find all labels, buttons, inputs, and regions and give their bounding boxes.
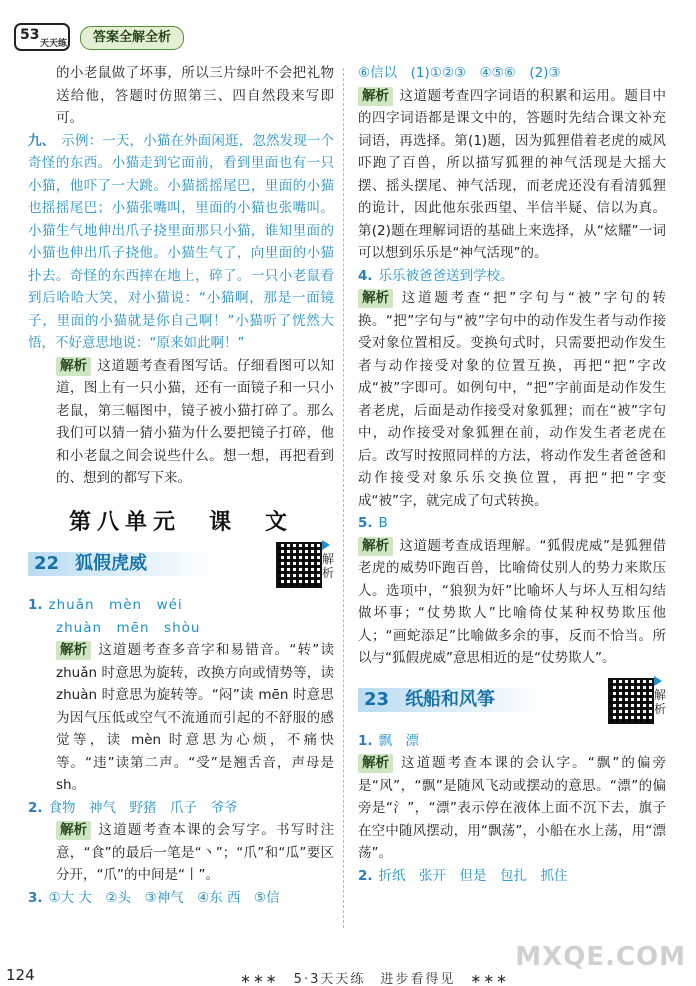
lesson-23-title [364,688,495,712]
answer-analysis-tag: 答案全解全析 [80,26,184,50]
lesson-23-number: 23 [364,688,390,710]
svg-text:天天练: 天天练 [40,39,68,49]
question-3-answer [28,887,334,910]
question-5-answer [358,512,666,535]
question-4-analysis [358,287,666,512]
question-9-answer-text: 示例：一天，小猫在外面闲逛，忽然发现一个奇怪的东西。小猫走到它面前，看到里面也有一只小猫，他吓了一大跳。小猫摇摇尾巴，里面的小猫也摇摇尾巴；小猫张嘴叫，里面的小猫也张嘴叫。小猫生气地伸出爪子挠里面那只小猫，谁知里面的小猫也伸出爪子挠他。小猫生气了，向里面的小猫扑去。奇怪的东西摔在地上，碎了。一只小老鼠看到后哈哈大笑，对小猫说：“小猫啊，那是一面镜子，里面的小猫就是你自己啊！”小猫听了恍然大悟，不好意思地说：“原来如此啊！” [28,132,335,351]
qr-analysis-label: 解析 [322,540,336,580]
lesson-23-name: 纸船和风筝 [405,688,496,710]
question-9-number: 九、 [28,132,56,149]
question-4-analysis-text: 这道题考查“把”字句与“被”字句的转换。“把”字句与“被”字句中的动作发生者与动作接受对象位置相反。变换句式时，只需要把动作发生者与动作接受对象的位置互换，再把“把”字改成“被”字即可。如例句中，“把”字前面是动作发生者老虎，后面是动作接受对象狐狸；而在“被”字句中，动作接受对象狐狸在前，动作发生者老虎在后。改写时按照同样的方法，将动作发生者爸爸和动作接受对象乐乐交换位置，再把“把”字变成“被”字，就完成了句式转换。 [358,290,666,509]
r-question-2-number: 2. [358,867,373,884]
question-3-answer-text: ①大 大 ②头 ③神气 ④东 西 ⑤信 [48,889,280,906]
analysis-tag: 解析 [358,537,393,556]
question-9-analysis-text: 这道题考查看图写话。仔细看图可以知道，图上有一只小猫，还有一面镜子和一只小老鼠，第三幅图中，镜子被小猫打碎了。那么我们可以猜一猜小猫为什么要把镜子打碎，他和小老鼠之间会说些什么。想一想，再把看到的、想到的都写下来。 [56,357,334,486]
svg-text:53: 53 [20,27,40,43]
question-3-answer-cont-text: ⑥信以 (1)①②③ ④⑤⑥ (2)③ [358,65,561,81]
analysis-tag: 解析 [358,754,393,773]
question-3-answer-continued [358,62,666,85]
r-question-1-number: 1. [358,732,373,749]
question-2-analysis [28,819,334,887]
question-2-answer [28,797,334,820]
question-9-answer [28,130,334,355]
r-question-1-analysis [358,752,666,865]
question-5-answer-text: B [378,515,388,531]
column-divider [343,68,344,928]
play-icon [322,540,330,550]
left-column [28,62,334,909]
page-header [14,22,214,52]
r-question-1-answer [358,730,666,753]
qr-analysis-label: 解析 [654,676,668,716]
r-question-1-analysis-text: 这道题考查本课的会认字。“飘”的偏旁是“风”，“飘”是随风飞动或摆动的意思。“漂”的偏旁是“氵”，“漂”表示停在液体上面不沉下去，旗子在空中随风摆动，用“飘荡”，小船在水上荡，用“漂荡”。 [358,755,666,861]
question-1-analysis-text: 这道题考查多音字和易错音。“转”读zhuǎn 时意思为旋转，改换方向或情势等，读zhuàn 时意思为旋转等。“闷”读 mēn 时意思为因气压低或空气不流通而引起的不舒服的感觉等，读 mèn 时意思为心烦，不痛快等。“违”读第二声。“受”是翘舌音，声母是 sh。 [56,642,334,793]
brand-logo-icon [14,22,70,52]
r-question-2-answer [358,865,666,888]
analysis-tag: 解析 [56,641,91,660]
unit-title: 第八单元 课 文 [68,509,293,535]
question-4-answer [358,265,666,288]
question-9-analysis [28,355,334,490]
question-2-answer-text: 食物 神气 野猪 爪子 爷爷 [48,799,238,816]
question-1-line-1: zhuǎn mèn wéi [48,597,183,613]
right-column [358,62,666,887]
question-3-analysis [358,85,666,265]
question-4-answer-text: 乐乐被爸爸送到学校。 [378,267,514,284]
r-question-1-answer-text: 飘 漂 [378,732,420,749]
question-2-number: 2. [28,799,43,816]
question-3-number: 3. [28,889,43,906]
question-1-number: 1. [28,597,43,613]
analysis-tag: 解析 [56,821,91,840]
r-question-2-answer-text: 折纸 张开 但是 包扎 抓住 [378,867,568,884]
question-5-number: 5. [358,515,373,531]
lesson-23-header [358,684,666,718]
lesson-22-header [28,548,334,582]
question-1-line-2: zhuàn mēn shòu [56,619,201,636]
question-5-analysis-text: 这道题考查成语理解。“狐假虎威”是狐狸借老虎的威势吓跑百兽，比喻倚仗别人的势力来欺压人。选项中，“狼狈为奸”比喻坏人与坏人互相勾结做坏事；“仗势欺人”比喻倚仗某种权势欺压他人；“画蛇添足”比喻做多余的事，反而不恰当。所以与“狐假虎威”意思相近的是“仗势欺人”。 [358,537,666,666]
play-icon [654,676,662,686]
lesson-22-name: 狐假虎威 [75,553,148,574]
lesson-22-number: 22 [34,553,60,574]
analysis-tag: 解析 [358,87,393,106]
question-5-analysis [358,535,666,670]
analysis-tag: 解析 [56,357,91,376]
question-4-number: 4. [358,267,373,284]
qr-code-icon[interactable] [608,678,654,724]
question-1-answer [28,594,334,617]
site-watermark: MXQE.COM [515,942,686,972]
series-slogan: ∗∗∗ 5·3天天练 进步看得见 ∗∗∗ [240,972,510,986]
question-2-analysis-text: 这道题考查本课的会写字。书写时注意，“食”的最后一笔是“丶”；“爪”和“瓜”要区分开，“爪”的中间是“丨”。 [56,822,334,883]
question-1-analysis [28,639,334,797]
lesson-22-title [34,552,147,576]
prev-analysis-continuation: 的小老鼠做了坏事，所以三片绿叶不会把礼物送给他，答题时仿照第三、四自然段来写即可。 [56,65,334,126]
question-3-analysis-text: 这道题考查四字词语的积累和运用。题目中的四字词语都是课文中的，答题时先结合课文补充词语，再选择。第(1)题，因为狐狸借着老虎的威风吓跑了百兽，所以描写狐狸的神气活现是大摇大摆、摇头摆尾、神气活现，而老虎还没有看清狐狸的诡计，因此他东张西望、半信半疑、信以为真。第(2)题在理解词语的基础上来选择，从“炫耀”一词可以想到乐乐是“神气活现”的。 [358,87,666,261]
analysis-tag: 解析 [358,289,393,308]
question-1-answer-line-2 [28,617,334,640]
qr-code-icon[interactable] [276,542,322,588]
page-number: 124 [6,966,35,984]
